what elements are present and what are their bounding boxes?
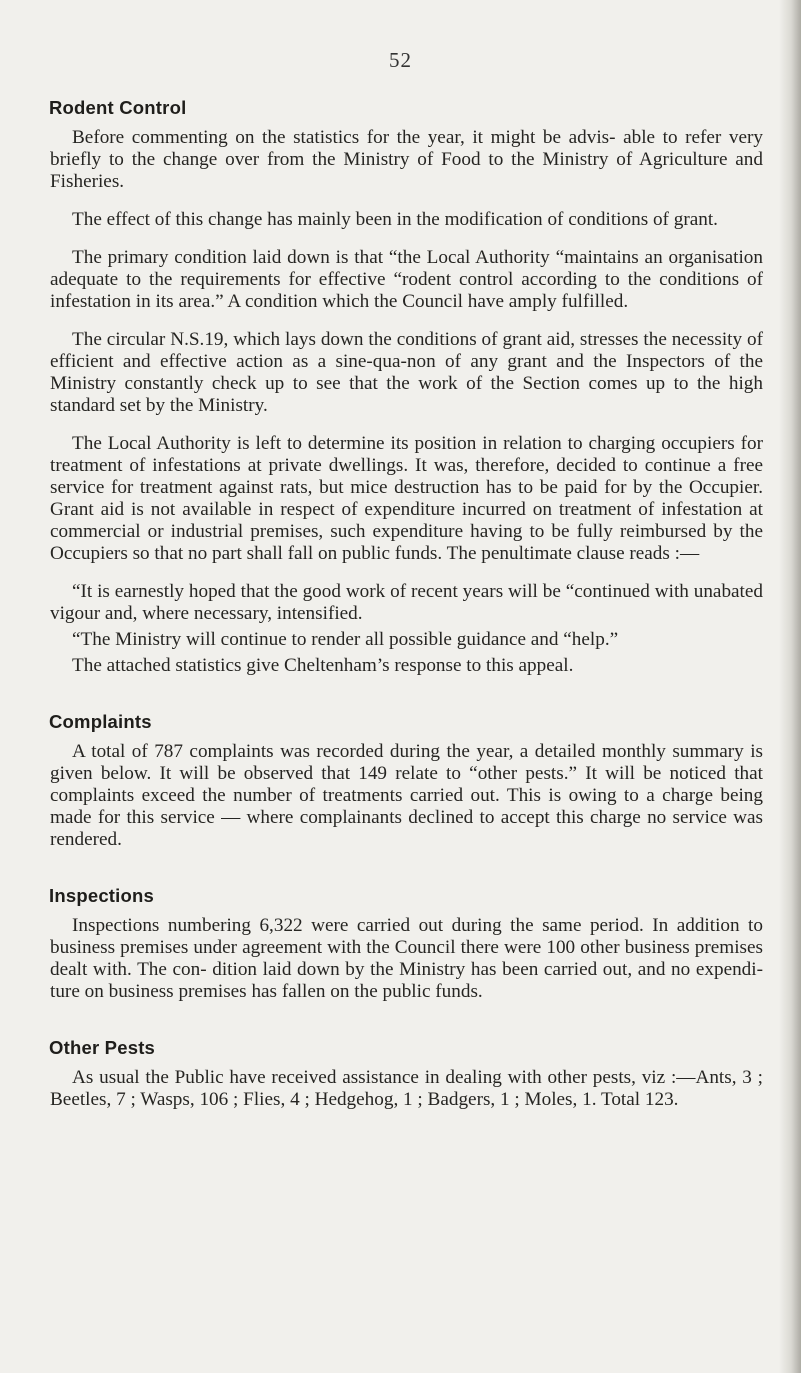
paragraph: As usual the Public have received assistance in dealing with other pests, viz :—Ants, 3 ; Beetles, 7 ; Wasps, 106 ; Flies, 4 ; Hedgehog, 1 ; Badgers, 1 ; Moles, 1. Total 123. — [50, 1067, 763, 1110]
quotation-paragraph: “The Ministry will continue to render all possible guidance and “help.” — [72, 629, 619, 650]
section-inspections — [50, 885, 763, 1003]
paragraph: The effect of this change has mainly been in the modification of conditions of grant. — [72, 209, 718, 230]
section-heading: Inspections — [49, 885, 154, 906]
section-heading: Complaints — [49, 711, 152, 732]
document-body — [50, 97, 763, 1127]
paragraph: A total of 787 complaints was recorded during the year, a detailed monthly summary is given below. It will be observed that 149 relate to “other pests.” It will be noticed that complaints exceed the number of treatments carried out. This is owing to a charge being made for this service — where complainants declined to accept this charge no service was rendered. — [50, 741, 763, 850]
section-heading: Rodent Control — [49, 97, 187, 118]
section-heading: Other Pests — [49, 1037, 156, 1058]
paragraph: The circular N.S.19, which lays down the conditions of grant aid, stresses the necessity of efficient and effective action as a sine-qua-non of any grant and the Inspectors of the Ministry constantly check up to see that the work of the Section comes up to the high standard set by the Ministry. — [50, 329, 763, 416]
page-number: 52 — [389, 48, 412, 72]
quotation-paragraph: “It is earnestly hoped that the good work of recent years will be “continued with unabated vigour and, where necessary, intensified. — [50, 581, 763, 624]
page-edge-shadow — [779, 0, 801, 1373]
paragraph: Inspections numbering 6,322 were carried out during the same period. In addition to business premises under agreement with the Council there were 100 other business premises dealt with. The con- dition laid down by the Ministry has been carried out, and no expendi- ture on business premises has fallen on the public funds. — [50, 915, 763, 1002]
paragraph: The primary condition laid down is that “the Local Authority “maintains an organisation adequate to the requirements for effective “rodent control according to the conditions of infestation in its area.” A condition which the Council have amply fulfilled. — [50, 247, 763, 312]
section-rodent-control — [50, 97, 763, 677]
section-complaints — [50, 711, 763, 851]
paragraph: Before commenting on the statistics for the year, it might be advis- able to refer very briefly to the change over from the Ministry of Food to the Ministry of Agriculture and Fisheries. — [50, 127, 763, 192]
paragraph: The Local Authority is left to determine its position in relation to charging occupiers for treatment of infestations at private dwellings. It was, therefore, decided to continue a free service for treatment against rats, but mice destruction has to be paid for by the Occupier. Grant aid is not available in respect of expenditure incurred on treatment of infestation at commercial or industrial premises, such expenditure having to be fully reimbursed by the Occupiers so that no part shall fall on public funds. The penultimate clause reads :— — [50, 433, 763, 564]
paragraph: The attached statistics give Cheltenham’s response to this appeal. — [72, 655, 574, 676]
section-other-pests — [50, 1037, 763, 1111]
